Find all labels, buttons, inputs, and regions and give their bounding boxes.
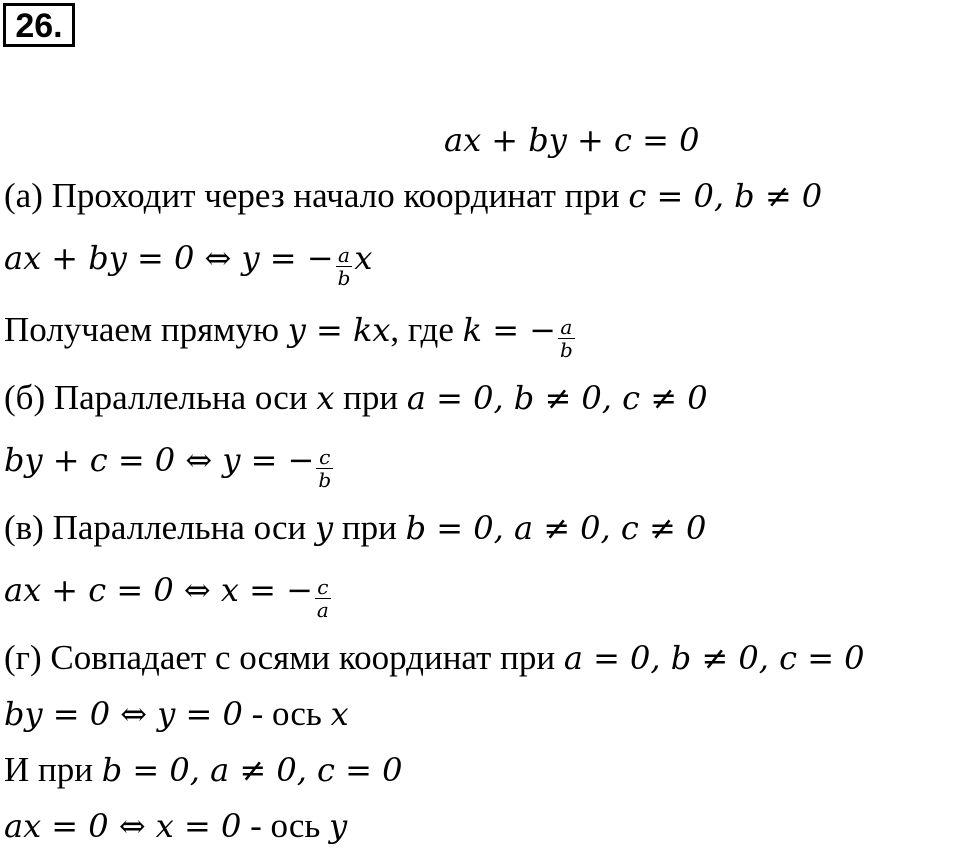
part-b-eq-left: by + c = 0 ⇔ y = − xyxy=(4,441,315,479)
part-a-result-frac-num: a xyxy=(558,316,575,339)
part-g-equation-2 xyxy=(4,806,347,846)
part-b-label: (б) Параллельна оси xyxy=(4,378,308,417)
part-g-condition: a = 0, b ≠ 0, c = 0 xyxy=(563,639,865,677)
part-b-axis: x xyxy=(316,379,335,417)
part-a-fraction xyxy=(336,244,353,289)
part-a-result-math2: k = − xyxy=(462,311,556,349)
part-v-heading xyxy=(4,508,706,548)
part-v-frac-den: a xyxy=(316,598,329,623)
part-a-eq-right: x xyxy=(354,239,373,277)
part-v-condition: b = 0, a ≠ 0, c ≠ 0 xyxy=(405,509,707,547)
part-a-result-frac-den: b xyxy=(559,338,573,363)
part-a-result xyxy=(4,310,577,363)
part-b-frac-num: c xyxy=(316,446,333,469)
part-a-result-text2: , где xyxy=(390,310,454,349)
part-v-pri: при xyxy=(341,508,397,547)
part-g-equation-1 xyxy=(4,694,349,734)
part-a-equation xyxy=(4,238,373,291)
part-v-eq-left: ax + c = 0 ⇔ x = − xyxy=(4,571,313,609)
main-equation: ax + by + c = 0 xyxy=(444,121,700,159)
part-g-eq2-axis: y xyxy=(329,807,348,845)
part-v-axis: y xyxy=(315,509,334,547)
part-g-eq1-axis: x xyxy=(330,695,349,733)
part-b-heading xyxy=(4,378,708,418)
part-b-condition: a = 0, b ≠ 0, c ≠ 0 xyxy=(406,379,708,417)
part-b-pri: при xyxy=(343,378,399,417)
part-a-result-fraction xyxy=(558,316,575,361)
part-a-label: (а) Проходит через начало координат при xyxy=(4,176,620,215)
part-g-and-text: И при xyxy=(4,750,93,789)
part-g-condition-2: b = 0, a ≠ 0, c = 0 xyxy=(101,751,403,789)
part-b-equation xyxy=(4,440,335,493)
part-a-frac-den: b xyxy=(337,266,351,291)
part-v-fraction xyxy=(315,576,331,621)
main-equation-line xyxy=(444,120,699,160)
part-a-result-math1: y = kx xyxy=(287,311,391,349)
part-v-label: (в) Параллельна оси xyxy=(4,508,307,547)
part-g-second-case xyxy=(4,750,402,790)
part-g-heading xyxy=(4,638,865,678)
part-g-label: (г) Совпадает с осями координат при xyxy=(4,638,556,677)
part-g-eq2-text: - ось xyxy=(250,806,321,845)
part-v-equation xyxy=(4,570,333,623)
problem-number: 26. xyxy=(3,3,75,47)
part-b-fraction xyxy=(316,446,333,491)
part-a-heading xyxy=(4,176,822,216)
part-a-result-text1: Получаем прямую xyxy=(4,310,279,349)
part-a-eq-left: ax + by = 0 ⇔ y = − xyxy=(4,239,334,277)
part-g-eq2: ax = 0 ⇔ x = 0 xyxy=(4,807,242,845)
part-a-frac-num: a xyxy=(336,244,353,267)
part-v-frac-num: c xyxy=(315,576,331,599)
part-g-eq1: by = 0 ⇔ y = 0 xyxy=(4,695,243,733)
part-b-frac-den: b xyxy=(318,468,332,493)
part-g-eq1-text: - ось xyxy=(251,694,322,733)
part-a-condition: c = 0, b ≠ 0 xyxy=(628,177,823,215)
